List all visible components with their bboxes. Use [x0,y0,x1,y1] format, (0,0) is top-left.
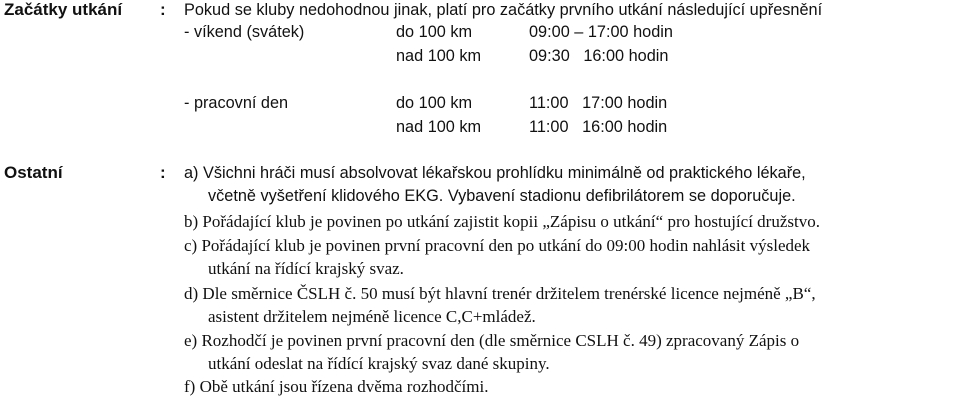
item-f-line-1: f) Obě utkání jsou řízena dvěma rozhodčími. [184,377,489,396]
weekend-label: - víkend (svátek) [184,23,305,41]
section-colon-starts: : [160,0,166,19]
section-heading-starts: Začátky utkání [4,0,123,19]
item-c-line-2: utkání na řídící krajský svaz. [208,259,404,278]
weekend-distance-2: nad 100 km [396,47,482,65]
weekend-times-1: 09:00 – 17:00 hodin [529,23,673,41]
item-a-line-1: a) Všichni hráči musí absolvovat lékařskou prohlídku minimálně od praktického lékaře, [184,164,806,182]
item-a-line-2: včetně vyšetření klidového EKG. Vybavení stadionu defibrilátorem se doporučuje. [208,187,796,205]
section-colon-other: : [160,163,166,182]
item-e-line-1: e) Rozhodčí je povinen první pracovní den (dle směrnice CSLH č. 49) zpracovaný Zápis o [184,331,800,350]
weekend-distance-1: do 100 km [396,23,473,41]
starts-intro-text: Pokud se kluby nedohodnou jinak, platí pro začátky prvního utkání následující upřesnění [184,1,823,19]
item-b-line-1: b) Pořádající klub je povinen po utkání zajistit kopii „Zápisu o utkání“ pro hostující družstvo. [184,212,820,231]
item-d-line-2: asistent držitelem nejméně licence C,C+mládež. [208,307,536,326]
weekend-times-2: 09:30 16:00 hodin [529,47,669,65]
item-d-line-1: d) Dle směrnice ČSLH č. 50 musí být hlavní trenér držitelem trenérské licence nejméně „B“, [184,284,816,303]
workday-distance-2: nad 100 km [396,118,482,136]
workday-distance-1: do 100 km [396,94,473,112]
item-e-line-2: utkání odeslat na řídící krajský svaz dané skupiny. [208,354,550,373]
section-heading-other: Ostatní [4,163,63,182]
workday-times-2: 11:00 16:00 hodin [529,118,668,136]
workday-label: - pracovní den [184,94,289,112]
item-c-line-1: c) Pořádající klub je povinen první pracovní den po utkání do 09:00 hodin nahlásit výsledek [184,236,811,255]
workday-times-1: 11:00 17:00 hodin [529,94,668,112]
